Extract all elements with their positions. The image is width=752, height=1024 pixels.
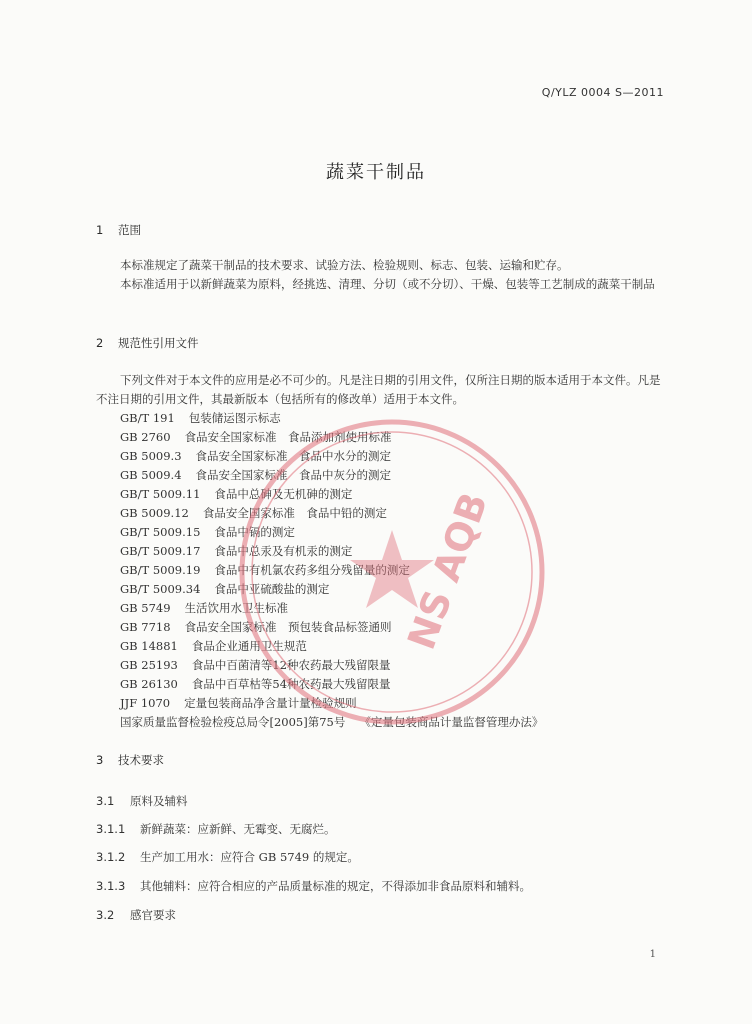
clause-text: 感官要求 bbox=[130, 908, 176, 922]
reference-title: 食品中百菌清等12种农药最大残留限量 bbox=[191, 658, 391, 672]
clause-text: 生产加工用水：应符合 GB 5749 的规定。 bbox=[140, 850, 359, 864]
reference-item bbox=[120, 675, 543, 694]
reference-item bbox=[120, 466, 543, 485]
reference-title: 食品中百草枯等54种农药最大残留限量 bbox=[191, 677, 391, 691]
clause-3-2 bbox=[96, 907, 176, 923]
reference-code: GB/T 5009.11 bbox=[120, 487, 201, 501]
clause-number: 3.1.1 bbox=[96, 822, 126, 836]
reference-code: GB/T 191 bbox=[120, 411, 175, 425]
reference-title: 食品安全国家标准 食品中灰分的测定 bbox=[195, 468, 392, 482]
section-2-number: 2 bbox=[96, 336, 104, 350]
reference-item bbox=[120, 485, 543, 504]
reference-code: GB 26130 bbox=[120, 677, 178, 691]
reference-item bbox=[120, 447, 543, 466]
reference-code: GB 5009.4 bbox=[120, 468, 182, 482]
reference-item bbox=[120, 542, 543, 561]
clause-3-1 bbox=[96, 793, 188, 809]
reference-item bbox=[120, 599, 543, 618]
section-3-number: 3 bbox=[96, 753, 104, 767]
reference-item bbox=[120, 523, 543, 542]
clause-text: 新鲜蔬菜：应新鲜、无霉变、无腐烂。 bbox=[140, 822, 336, 836]
reference-item bbox=[120, 580, 543, 599]
reference-code: GB 5009.3 bbox=[120, 449, 182, 463]
svg-text:NS AQB: NS AQB bbox=[399, 486, 497, 656]
reference-title: 食品中有机氯农药多组分残留量的测定 bbox=[214, 563, 410, 577]
reference-code: GB 2760 bbox=[120, 430, 171, 444]
section-3-heading bbox=[96, 752, 164, 768]
reference-item bbox=[120, 637, 543, 656]
clause-text: 其他辅料：应符合相应的产品质量标准的规定，不得添加非食品原料和辅料。 bbox=[140, 879, 531, 893]
reference-item bbox=[120, 428, 543, 447]
section-1-para-2: 本标准适用于以新鲜蔬菜为原料，经挑选、清理、分切（或不分切）、干燥、包装等工艺制成的蔬菜干制品 bbox=[120, 277, 655, 291]
reference-code: GB 5009.12 bbox=[120, 506, 189, 520]
clause-text: 原料及辅料 bbox=[130, 794, 188, 808]
reference-code: GB/T 5009.15 bbox=[120, 525, 201, 539]
section-3-title: 技术要求 bbox=[118, 753, 164, 767]
reference-title: 定量包装商品净含量计量检验规则 bbox=[184, 696, 357, 710]
reference-list bbox=[120, 409, 543, 732]
standard-code: Q/YLZ 0004 S—2011 bbox=[541, 86, 664, 99]
reference-title: 食品安全国家标准 食品中水分的测定 bbox=[195, 449, 392, 463]
reference-title: 生活饮用水卫生标准 bbox=[184, 601, 289, 615]
reference-code: GB/T 5009.34 bbox=[120, 582, 201, 596]
reference-item bbox=[120, 409, 543, 428]
clause-3-1-2 bbox=[96, 849, 359, 865]
clause-3-1-3 bbox=[96, 878, 531, 894]
reference-item bbox=[120, 561, 543, 580]
section-2-heading bbox=[96, 335, 199, 351]
document-title: 蔬菜干制品 bbox=[326, 162, 426, 183]
clause-number: 3.1.2 bbox=[96, 850, 126, 864]
reference-item bbox=[120, 713, 543, 732]
clause-number: 3.2 bbox=[96, 908, 115, 922]
reference-item bbox=[120, 694, 543, 713]
reference-title: 食品安全国家标准 预包装食品标签通则 bbox=[184, 620, 392, 634]
reference-title: 食品安全国家标准 食品添加剂使用标准 bbox=[184, 430, 392, 444]
page-number: 1 bbox=[649, 949, 656, 960]
clause-number: 3.1 bbox=[96, 794, 115, 808]
reference-code: GB 25193 bbox=[120, 658, 178, 672]
reference-item bbox=[120, 618, 543, 637]
clause-number: 3.1.3 bbox=[96, 879, 126, 893]
reference-title: 食品中亚硫酸盐的测定 bbox=[214, 582, 330, 596]
reference-title: 食品中镉的测定 bbox=[214, 525, 295, 539]
section-1-para-1: 本标准规定了蔬菜干制品的技术要求、试验方法、检验规则、标志、包装、运输和贮存。 bbox=[120, 258, 569, 272]
reference-title: 食品企业通用卫生规范 bbox=[191, 639, 307, 653]
section-2-title: 规范性引用文件 bbox=[118, 336, 199, 350]
clause-3-1-1 bbox=[96, 821, 336, 837]
reference-code: GB/T 5009.19 bbox=[120, 563, 201, 577]
reference-code: GB/T 5009.17 bbox=[120, 544, 201, 558]
reference-title: 食品中总砷及无机砷的测定 bbox=[214, 487, 353, 501]
section-1-heading bbox=[96, 222, 141, 238]
reference-title: 《定量包装商品计量监督管理办法》 bbox=[359, 715, 544, 729]
reference-item bbox=[120, 504, 543, 523]
reference-code: 国家质量监督检验检疫总局令[2005]第75号 bbox=[120, 715, 346, 729]
reference-code: GB 7718 bbox=[120, 620, 171, 634]
reference-item bbox=[120, 656, 543, 675]
reference-code: GB 14881 bbox=[120, 639, 178, 653]
reference-title: 食品中总汞及有机汞的测定 bbox=[214, 544, 353, 558]
reference-code: GB 5749 bbox=[120, 601, 171, 615]
reference-title: 食品安全国家标准 食品中铅的测定 bbox=[202, 506, 387, 520]
section-2-intro: 下列文件对于本文件的应用是必不可少的。凡是注日期的引用文件，仅所注日期的版本适用于本文件。凡是不注日期的引用文件，其最新版本（包括所有的修改单）适用于本文件。 bbox=[96, 373, 661, 406]
reference-code: JJF 1070 bbox=[120, 696, 171, 710]
section-1-title: 范围 bbox=[118, 223, 141, 237]
reference-title: 包装储运图示标志 bbox=[188, 411, 281, 425]
section-1-number: 1 bbox=[96, 223, 104, 237]
